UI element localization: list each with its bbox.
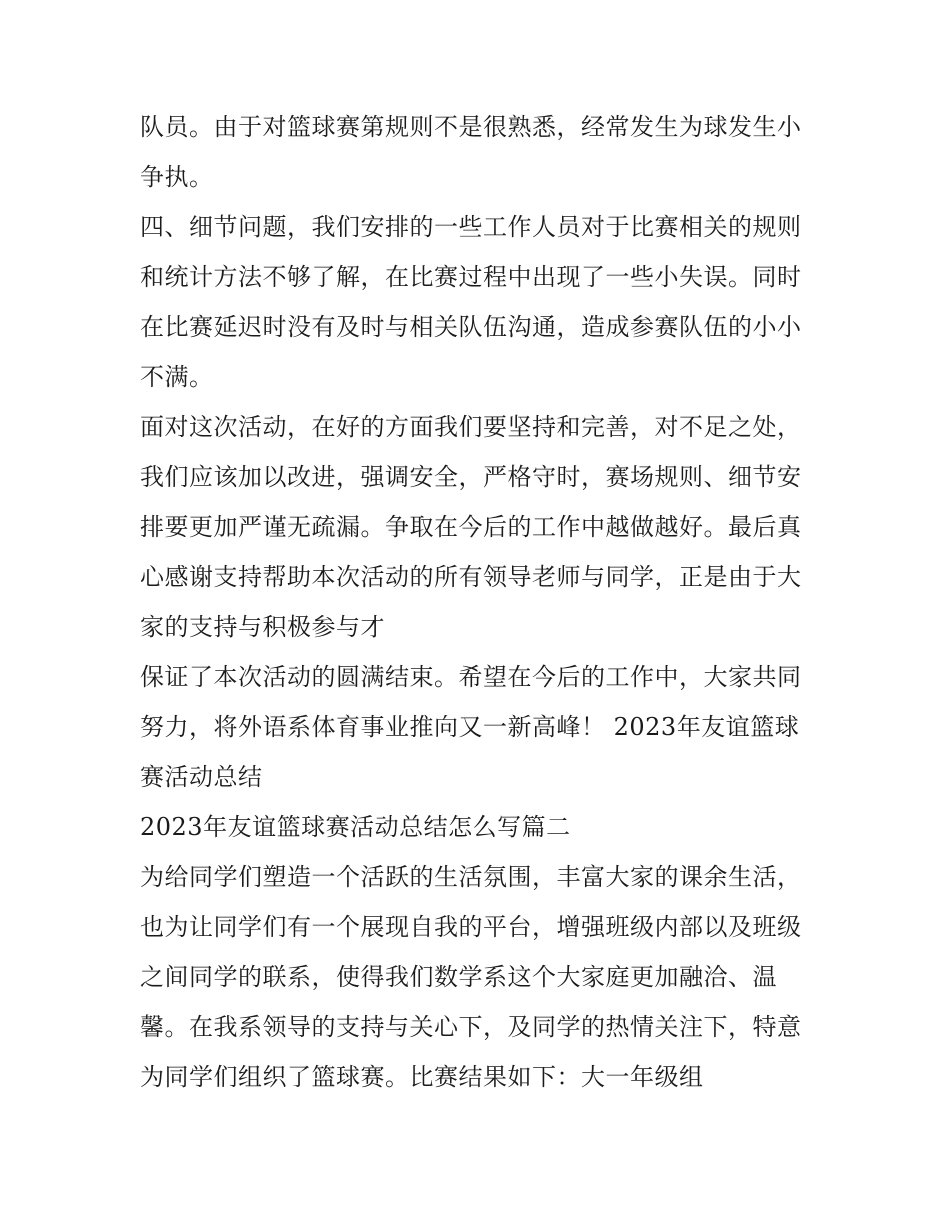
text-line: 努力，将外语系体育事业推向又一新高峰！ 2023年友谊篮球 bbox=[140, 713, 800, 741]
text-line: 在比赛延迟时没有及时与相关队伍沟通，造成参赛队伍的小小 bbox=[140, 313, 802, 341]
text-line: 和统计方法不够了解，在比赛过程中出现了一些小失误。同时 bbox=[140, 263, 802, 291]
text-line: 赛活动总结 bbox=[140, 763, 263, 791]
text-line: 不满。 bbox=[140, 363, 214, 391]
text-line: 面对这次活动，在好的方面我们要坚持和完善，对不足之处， bbox=[140, 413, 802, 441]
text-line: 保证了本次活动的圆满结束。希望在今后的工作中，大家共同 bbox=[140, 663, 802, 691]
text-line: 也为让同学们有一个展现自我的平台，增强班级内部以及班级 bbox=[140, 913, 802, 941]
text-line: 为给同学们塑造一个活跃的生活氛围，丰富大家的课余生活， bbox=[140, 863, 802, 891]
text-line: 排要更加严谨无疏漏。争取在今后的工作中越做越好。最后真 bbox=[140, 513, 802, 541]
text-line: 为同学们组织了篮球赛。比赛结果如下：大一年级组 bbox=[140, 1063, 704, 1091]
text-line: 之间同学的联系，使得我们数学系这个大家庭更加融洽、温 bbox=[140, 963, 777, 991]
document-page bbox=[140, 102, 830, 1102]
text-line: 争执。 bbox=[140, 163, 214, 191]
text-line: 队员。由于对篮球赛第规则不是很熟悉，经常发生为球发生小 bbox=[140, 113, 802, 141]
text-line: 心感谢支持帮助本次活动的所有领导老师与同学，正是由于大 bbox=[140, 563, 802, 591]
text-line: 家的支持与积极参与才 bbox=[140, 613, 385, 641]
text-line: 四、细节问题，我们安排的一些工作人员对于比赛相关的规则 bbox=[140, 213, 802, 241]
text-line: 我们应该加以改进，强调安全，严格守时，赛场规则、细节安 bbox=[140, 463, 802, 491]
text-line: 馨。在我系领导的支持与关心下，及同学的热情关注下，特意 bbox=[140, 1013, 802, 1041]
section-heading: 2023年友谊篮球赛活动总结怎么写篇二 bbox=[140, 813, 571, 841]
